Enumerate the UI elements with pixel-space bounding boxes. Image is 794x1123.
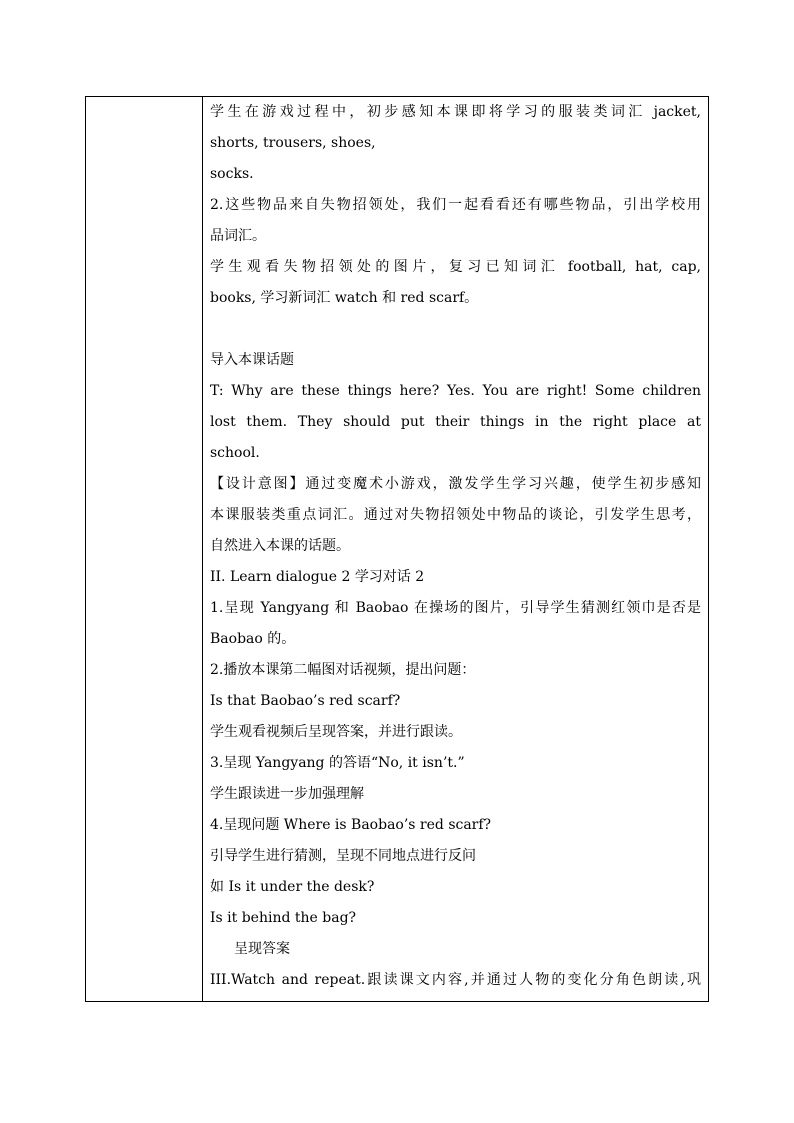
blank-line bbox=[210, 314, 701, 345]
text-line: Baobao 的。 bbox=[210, 631, 296, 647]
right-column-cell bbox=[203, 97, 708, 1001]
text-line: 【设计意图】通过变魔术小游戏，激发学生学习兴趣，使学生初步感知 bbox=[210, 476, 701, 492]
text-line: 1.呈现 Yangyang 和 Baobao 在操场的图片，引导学生猜测红领巾是否是 bbox=[210, 600, 701, 616]
text-line: 如 Is it under the desk? bbox=[210, 879, 375, 895]
text-line: socks. bbox=[210, 166, 254, 182]
text-line: Is it behind the bag? bbox=[210, 910, 357, 926]
text-line: lost them. They should put their things in the right place at bbox=[210, 414, 701, 430]
text-line: books, 学习新词汇 watch 和 red scarf。 bbox=[210, 290, 479, 306]
text-line: Is that Baobao’s red scarf? bbox=[210, 693, 401, 709]
text-line: 学生在游戏过程中，初步感知本课即将学习的服装类词汇 jacket, bbox=[210, 104, 701, 120]
text-line: 4.呈现问题 Where is Baobao’s red scarf? bbox=[210, 817, 492, 833]
text-line: 2.播放本课第二幅图对话视频，提出问题： bbox=[210, 662, 476, 678]
text-line: 学生观看视频后呈现答案，并进行跟读。 bbox=[210, 724, 462, 740]
text-line: 自然进入本课的话题。 bbox=[210, 538, 350, 554]
text-line: T: Why are these things here? Yes. You are right! Some children bbox=[210, 383, 701, 399]
text-line: II. Learn dialogue 2 学习对话 2 bbox=[210, 569, 425, 585]
text-line: 2.这些物品来自失物招领处，我们一起看看还有哪些物品，引出学校用 bbox=[210, 197, 701, 213]
text-line: shorts, trousers, shoes, bbox=[210, 135, 376, 151]
left-column-cell bbox=[86, 97, 202, 1001]
text-line: 本课服装类重点词汇。通过对失物招领处中物品的谈论，引发学生思考， bbox=[210, 507, 701, 523]
text-line: 学生跟读进一步加强理解 bbox=[210, 786, 364, 802]
text-line: 引导学生进行猜测，呈现不同地点进行反问 bbox=[210, 848, 476, 864]
text-line: 品词汇。 bbox=[210, 228, 266, 244]
content-table bbox=[85, 96, 709, 1002]
text-line: 学生观看失物招领处的图片，复习已知词汇 football, hat, cap, bbox=[210, 259, 701, 275]
text-line: 呈现答案 bbox=[234, 941, 290, 957]
text-line: 导入本课话题 bbox=[210, 352, 294, 368]
text-line: school. bbox=[210, 445, 260, 461]
text-line: III.Watch and repeat.跟读课文内容,并通过人物的变化分角色朗读,巩 bbox=[210, 972, 701, 988]
text-line: 3.呈现 Yangyang 的答语“No, it isn’t.” bbox=[210, 755, 465, 771]
